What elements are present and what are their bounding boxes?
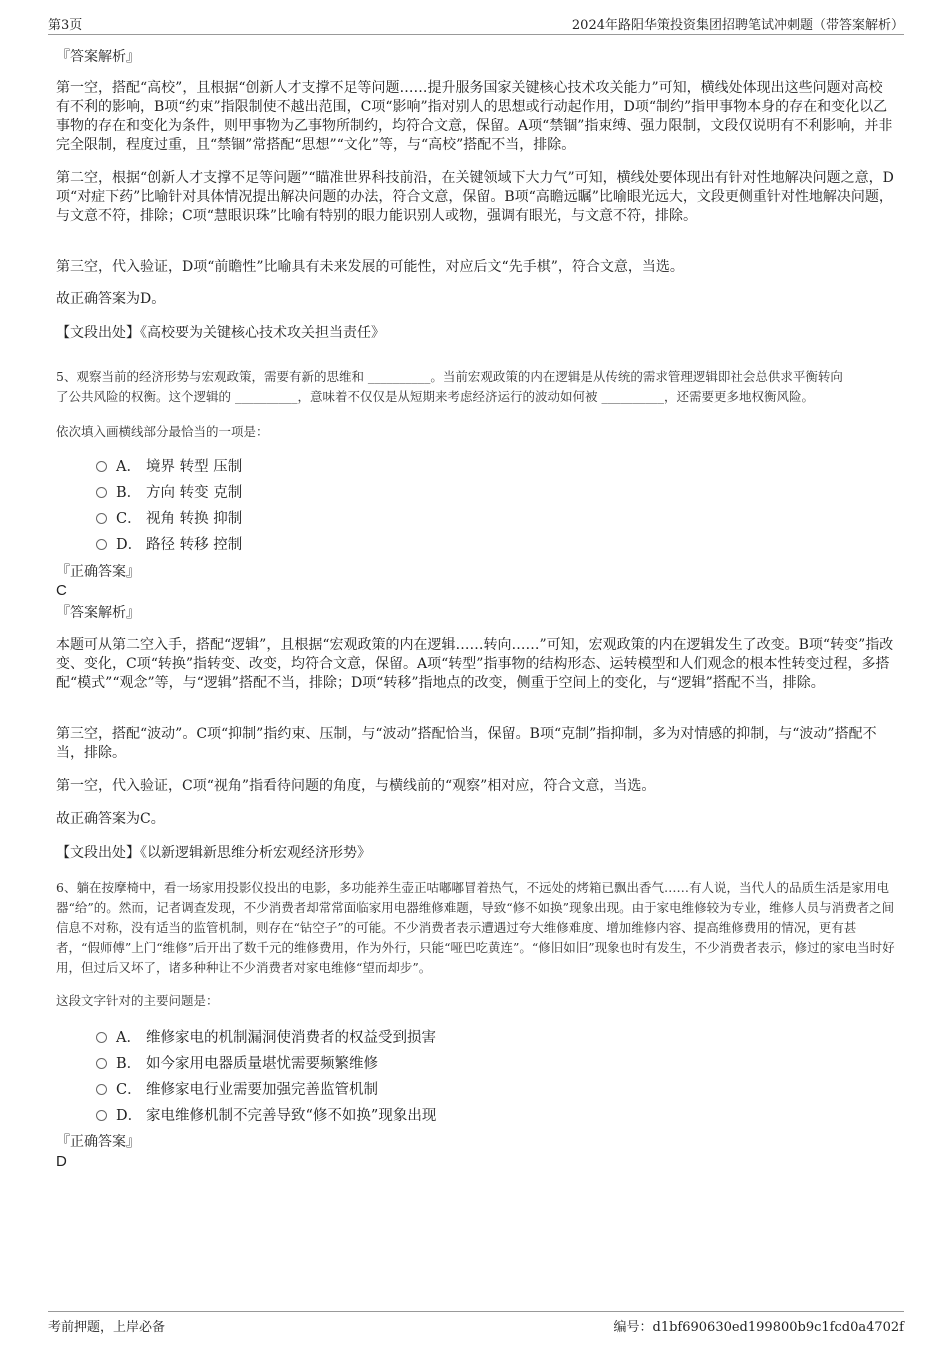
q5-answer: C [56, 582, 67, 599]
q4-analysis-para2: 第二空，根据“创新人才支撑不足等问题”“瞄准世界科技前沿，在关键领域下大力气”可知，横线处要体现出有针对性地解决问题之意，D项“对症下药”比喻针对具体情况提出解决问题的办法，符合文意，保留。B项“高瞻远瞩”比喻眼光远大，文段更侧重针对性地解决问题，与文意不符，排除；C项“慧眼识珠”比喻有特别的眼力能识别人或物，强调有眼光，与文意不符，排除。 [56, 170, 894, 224]
q5-option-a[interactable]: A． 境界 转型 压制 [96, 457, 242, 477]
q5-analysis-para2: 第三空，搭配“波动”。C项“抑制”指约束、压制，与“波动”搭配恰当，保留。B项“克制”指抑制，多为对情感的抑制，与“波动”搭配不当，排除。 [56, 726, 877, 761]
q5-option-b[interactable]: B． 方向 转变 克制 [96, 483, 242, 503]
radio-icon[interactable] [96, 1110, 107, 1121]
q5-analysis-para1: 本题可从第二空入手，搭配“逻辑”，且根据“宏观政策的内在逻辑……转向……”可知，宏观政策的内在逻辑发生了改变。B项“转变”指改变、变化，C项“转换”指转变、改变，均符合文意，保留。A项“转型”指事物的结构形态、运转模型和人们观念的根本性转变过程，多搭配“模式”“观念”等，与“逻辑”搭配不当，排除；D项“转移”指地点的改变，侧重于空间上的变化，与“逻辑”搭配不当，排除。 [56, 637, 894, 691]
q6-option-a[interactable]: A． 维修家电的机制漏洞使消费者的权益受到损害 [96, 1028, 436, 1048]
q4-source: 【文段出处】《高校要为关键核心技术攻关担当责任》 [56, 325, 385, 341]
q5-analysis-para3: 第一空，代入验证，C项“视角”指看待问题的角度，与横线前的“观察”相对应，符合文意，当选。 [56, 778, 656, 794]
q5-option-c[interactable]: C． 视角 转换 抑制 [96, 509, 242, 529]
q5-analysis-label: 『答案解析』 [56, 605, 140, 621]
q6-answer: D [56, 1153, 67, 1170]
document-id: 编号：d1bf690630ed199800b9c1fcd0a4702f [613, 1320, 904, 1335]
radio-icon[interactable] [96, 1032, 107, 1043]
q6-prompt: 这段文字针对的主要问题是： [56, 993, 219, 1008]
footer-slogan: 考前押题，上岸必备 [48, 1320, 166, 1335]
q6-option-d[interactable]: D． 家电维修机制不完善导致“修不如换”现象出现 [96, 1106, 436, 1126]
q5-source: 【文段出处】《以新逻辑新思维分析宏观经济形势》 [56, 845, 371, 861]
q5-option-d[interactable]: D． 路径 转移 控制 [96, 535, 242, 555]
q6-stem: 6、躺在按摩椅中，看一场家用投影仪投出的电影，多功能养生壶正咕嘟嘟冒着热气，不远处的烤箱已飘出香气……有人说，当代人的品质生活是家用电器“给”的。然而，记者调查发现，不少消费者却常常面临家用电器维修难题，导致“修不如换”现象出现。由于家电维修较为专业，维修人员与消费者之间信息不对称，没有适当的监管机制，则存在“钻空子”的可能。不少消费者表示遭遇过夸大维修难度、增加维修内容、提高维修费用的情况，更有甚者，“假师傅”上门“维修”后开出了数千元的维修费用，作为外行，只能“哑巴吃黄连”。“修旧如旧”现象也时有发生，不少消费者表示，修过的家电当时好用，但过后又坏了，诸多种种让不少消费者对家电维修“望而却步”。 [56, 880, 895, 975]
radio-icon[interactable] [96, 1058, 107, 1069]
q5-stem-line1: 5、观察当前的经济形势与宏观政策，需要有新的思维和 __________。当前宏观政策的内在逻辑是从传统的需求管理逻辑即社会总供求平衡转向 [56, 369, 843, 384]
q4-analysis-label: 『答案解析』 [56, 49, 140, 65]
q4-conclusion: 故正确答案为D。 [56, 291, 166, 307]
radio-icon[interactable] [96, 513, 107, 524]
q4-analysis-para3: 第三空，代入验证，D项“前瞻性”比喻具有未来发展的可能性，对应后文“先手棋”，符合文意，当选。 [56, 259, 684, 275]
q5-answer-label: 『正确答案』 [56, 564, 140, 580]
radio-icon[interactable] [96, 539, 107, 550]
radio-icon[interactable] [96, 1084, 107, 1095]
q6-option-b[interactable]: B． 如今家用电器质量堪忧需要频繁维修 [96, 1054, 378, 1074]
radio-icon[interactable] [96, 461, 107, 472]
document-title: 2024年路阳华策投资集团招聘笔试冲刺题（带答案解析） [571, 18, 904, 33]
q6-option-c[interactable]: C． 维修家电行业需要加强完善监管机制 [96, 1080, 378, 1100]
page-number: 第3页 [48, 18, 83, 33]
q6-answer-label: 『正确答案』 [56, 1134, 140, 1150]
q5-prompt: 依次填入画横线部分最恰当的一项是： [56, 424, 269, 439]
q4-analysis-para1: 第一空，搭配“高校”，且根据“创新人才支撑不足等问题……提升服务国家关键核心技术攻关能力”可知，横线处体现出这些问题对高校有不利的影响，B项“约束”指限制使不越出范围，C项“影响”指对别人的思想或行动起作用，D项“制约”指甲事物本身的存在和变化以乙事物的存在和变化为条件，则甲事物为乙事物所制约，均符合文意，保留。A项“禁锢”指束缚、强力限制，文段仅说明有不利影响，并非完全限制，程度过重，且“禁锢”常搭配“思想”“文化”等，与“高校”搭配不当，排除。 [56, 80, 893, 153]
page-header [48, 12, 904, 35]
q5-conclusion: 故正确答案为C。 [56, 811, 165, 827]
page-footer [48, 1311, 904, 1336]
q5-stem-line2: 了公共风险的权衡。这个逻辑的 __________，意味着不仅仅是从短期来考虑经济运行的波动如何被 __________，还需要更多地权衡风险。 [56, 389, 814, 404]
radio-icon[interactable] [96, 487, 107, 498]
